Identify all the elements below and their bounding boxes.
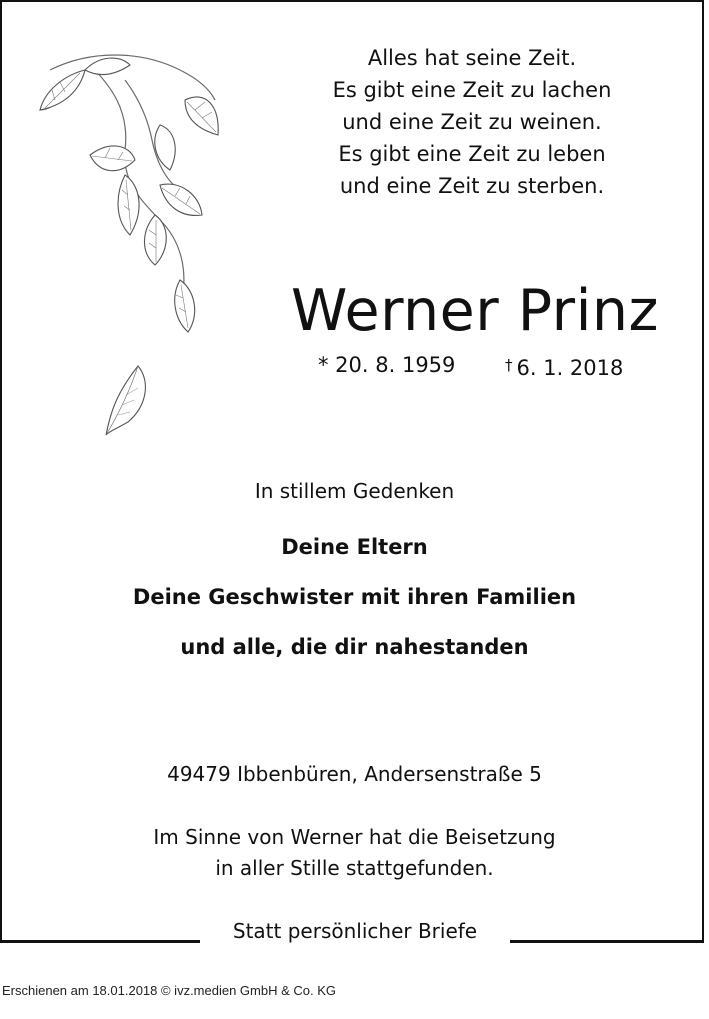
- mourner: und alle, die dir nahestanden: [180, 635, 529, 659]
- remembrance-line: In stillem Gedenken: [254, 479, 455, 503]
- cross-icon: †: [505, 356, 513, 374]
- poem-line: Es gibt eine Zeit zu leben: [338, 142, 606, 166]
- no-letters-note: Statt persönlicher Briefe: [232, 919, 478, 943]
- birth-date: * 20. 8. 1959: [318, 353, 456, 377]
- frame-bottom-rule-left: [0, 940, 200, 943]
- poem-line: und eine Zeit zu weinen.: [342, 110, 602, 134]
- publication-footer: Erschienen am 18.01.2018 © ivz.medien GmbH & Co. KG: [2, 983, 337, 998]
- death-date: 6. 1. 2018: [516, 356, 624, 380]
- poem: [310, 42, 634, 202]
- poem-line: Alles hat seine Zeit.: [367, 46, 577, 70]
- mourner: Deine Eltern: [281, 535, 428, 559]
- mourners-list: [0, 530, 709, 680]
- mourner: Deine Geschwister mit ihren Familien: [132, 585, 577, 609]
- deceased-name: Werner Prinz: [291, 278, 659, 344]
- notice-line: Im Sinne von Werner hat die Beisetzung: [153, 825, 556, 849]
- poem-line: und eine Zeit zu sterben.: [339, 174, 605, 198]
- death-date-group: [505, 350, 623, 383]
- birch-branch-icon: [30, 40, 240, 350]
- poem-line: Es gibt eine Zeit zu lachen: [332, 78, 612, 102]
- frame-bottom-rule-right: [510, 940, 704, 943]
- address: 49479 Ibbenbüren, Andersenstraße 5: [167, 762, 542, 786]
- notice-line: in aller Stille stattgefunden.: [215, 856, 494, 880]
- burial-notice: [0, 822, 709, 884]
- leaf-icon: [100, 360, 160, 440]
